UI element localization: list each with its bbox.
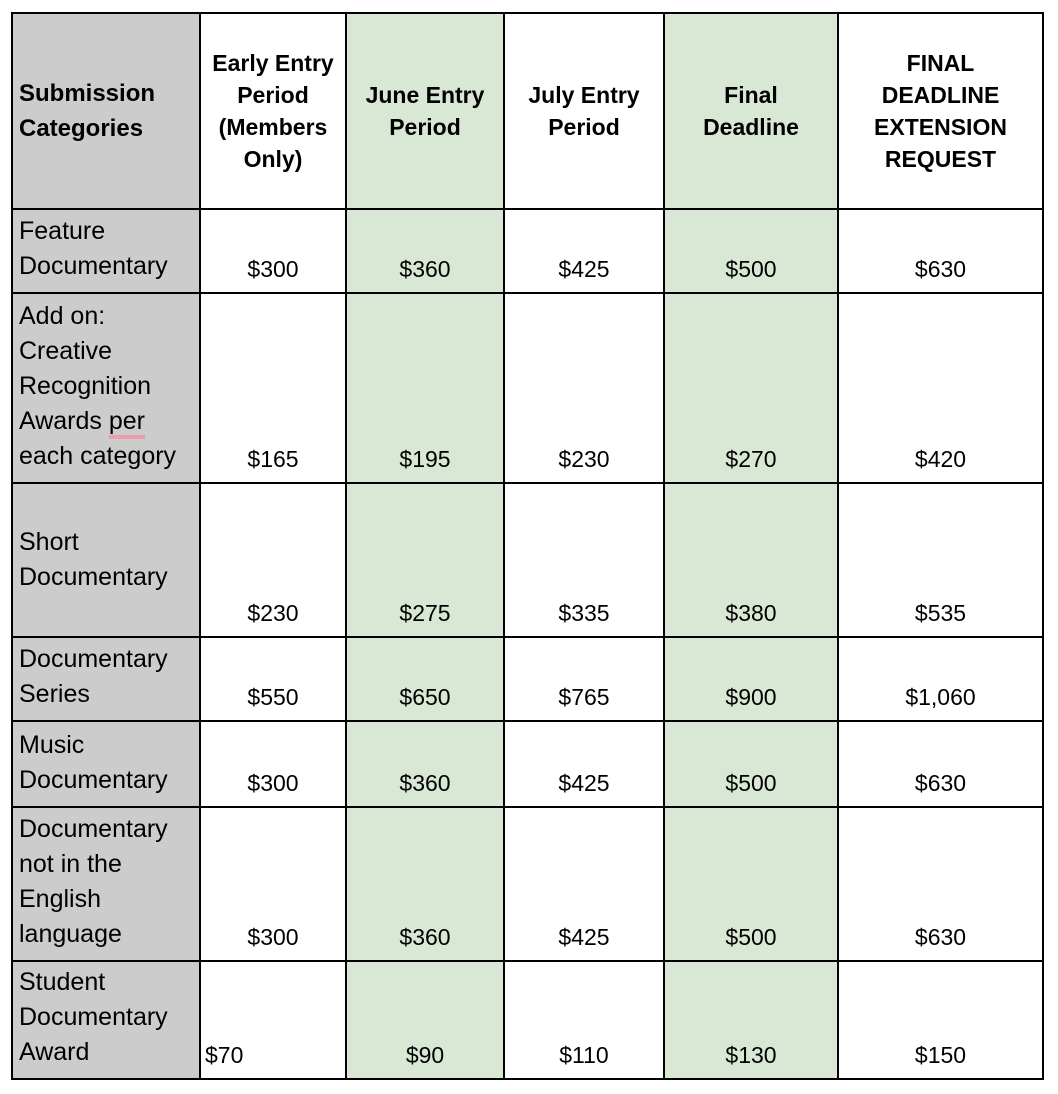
fee-cell-extension[interactable]: $1,060 [838, 637, 1043, 721]
fee-cell-june[interactable]: $650 [346, 637, 504, 721]
fee-cell-final[interactable]: $270 [664, 293, 838, 483]
table-row [12, 483, 1043, 637]
table-row [12, 209, 1043, 293]
fee-cell-june[interactable]: $90 [346, 961, 504, 1079]
fee-cell-final[interactable]: $900 [664, 637, 838, 721]
fee-cell-july[interactable]: $425 [504, 209, 664, 293]
fee-cell-june[interactable]: $275 [346, 483, 504, 637]
category-cell[interactable] [12, 293, 200, 483]
fee-cell-july[interactable]: $765 [504, 637, 664, 721]
category-cell[interactable]: Documentary not in the English language [12, 807, 200, 961]
category-cell[interactable]: Student Documentary Award [12, 961, 200, 1079]
spellcheck-underline: per [108, 407, 145, 435]
fee-cell-final[interactable]: $380 [664, 483, 838, 637]
fee-cell-final[interactable]: $500 [664, 807, 838, 961]
category-label-creative-recognition: Add on: Creative Recognition Awards per each category [19, 302, 177, 470]
fee-cell-final[interactable]: $500 [664, 209, 838, 293]
fee-cell-extension[interactable]: $630 [838, 807, 1043, 961]
header-submission-categories[interactable]: Submission Categories [12, 13, 200, 209]
fee-cell-early[interactable]: $300 [200, 807, 346, 961]
fee-cell-june[interactable]: $360 [346, 807, 504, 961]
fee-cell-july[interactable]: $425 [504, 721, 664, 807]
header-july-entry[interactable]: July Entry Period [504, 13, 664, 209]
header-early-entry[interactable]: Early Entry Period (Members Only) [200, 13, 346, 209]
fee-cell-early[interactable]: $300 [200, 721, 346, 807]
fee-cell-early[interactable]: $165 [200, 293, 346, 483]
header-final-deadline-extension[interactable]: FINAL DEADLINE EXTENSION REQUEST [838, 13, 1043, 209]
table-row [12, 721, 1043, 807]
table-row [12, 807, 1043, 961]
fee-cell-final[interactable]: $500 [664, 721, 838, 807]
fee-cell-july[interactable]: $425 [504, 807, 664, 961]
fee-cell-june[interactable]: $195 [346, 293, 504, 483]
category-cell[interactable]: Feature Documentary [12, 209, 200, 293]
category-cell[interactable]: Short Documentary [12, 483, 200, 637]
fee-cell-july[interactable]: $335 [504, 483, 664, 637]
fee-cell-early[interactable]: $550 [200, 637, 346, 721]
header-final-deadline[interactable]: Final Deadline [664, 13, 838, 209]
header-june-entry[interactable]: June Entry Period [346, 13, 504, 209]
header-row [12, 13, 1043, 209]
table-row [12, 293, 1043, 483]
fee-cell-july[interactable]: $230 [504, 293, 664, 483]
fee-cell-early[interactable]: $230 [200, 483, 346, 637]
fee-cell-extension[interactable]: $535 [838, 483, 1043, 637]
table-row [12, 961, 1043, 1079]
table-row [12, 637, 1043, 721]
fee-cell-july[interactable]: $110 [504, 961, 664, 1079]
fee-cell-june[interactable]: $360 [346, 721, 504, 807]
fee-cell-final[interactable]: $130 [664, 961, 838, 1079]
category-cell[interactable]: Documentary Series [12, 637, 200, 721]
fee-cell-extension[interactable]: $630 [838, 209, 1043, 293]
fee-cell-extension[interactable]: $630 [838, 721, 1043, 807]
fee-cell-extension[interactable]: $150 [838, 961, 1043, 1079]
fees-table [11, 12, 1044, 1080]
fee-cell-extension[interactable]: $420 [838, 293, 1043, 483]
fee-cell-early[interactable]: $70 [200, 961, 346, 1079]
category-cell[interactable]: Music Documentary [12, 721, 200, 807]
fee-cell-early[interactable]: $300 [200, 209, 346, 293]
fee-cell-june[interactable]: $360 [346, 209, 504, 293]
